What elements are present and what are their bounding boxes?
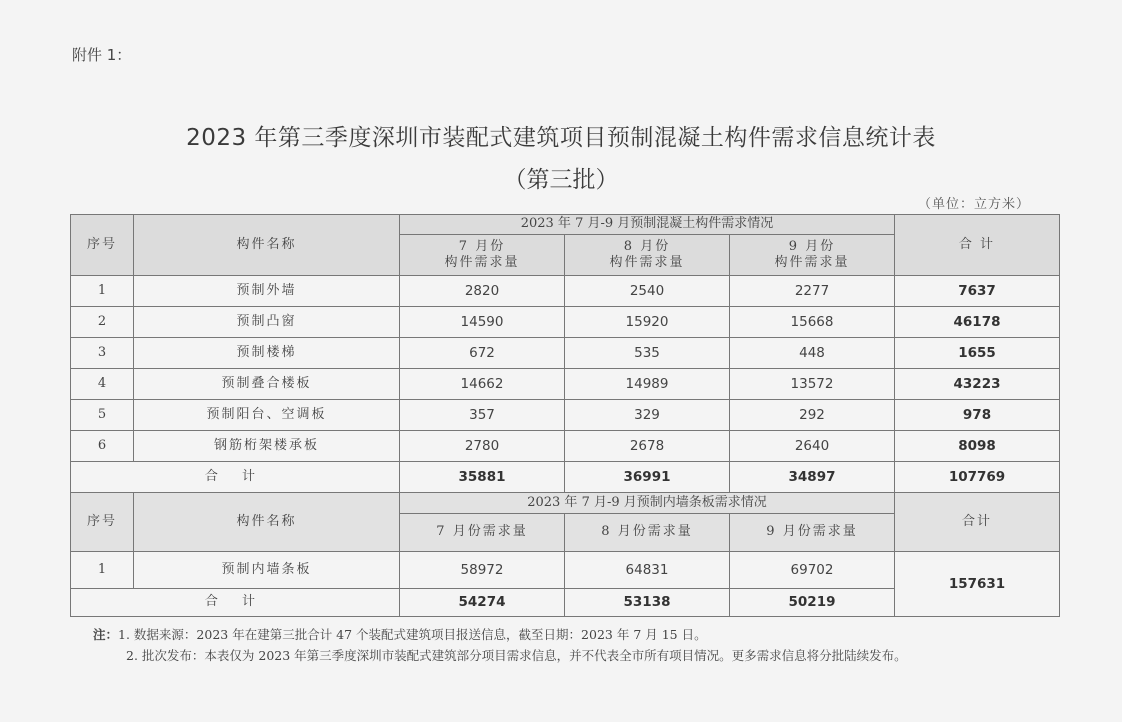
table2-col-seq: 序号 — [71, 493, 134, 552]
document-subtitle: （第三批） — [503, 167, 619, 193]
row-name: 预制外墙 — [134, 276, 400, 307]
row-seq: 1 — [71, 552, 134, 589]
table1-col-sep: 9 月份 构件需求量 — [730, 235, 895, 276]
row-aug: 2540 — [565, 276, 730, 307]
footnote-1-text: 1. 数据来源：2023 年在建第三批合计 47 个装配式建筑项目报送信息，截至日期：2023 年 7 月 15 日。 — [118, 627, 707, 642]
attachment-label: 附件 1： — [72, 46, 132, 64]
row-name: 预制叠合楼板 — [134, 369, 400, 400]
table2-col-sep: 9 月份需求量 — [730, 514, 895, 552]
demand-statistics-table — [70, 214, 1060, 617]
table-row — [71, 338, 1060, 369]
row-sep: 2640 — [730, 431, 895, 462]
row-aug: 329 — [565, 400, 730, 431]
table1-sum-total: 107769 — [895, 462, 1060, 493]
row-aug: 14989 — [565, 369, 730, 400]
row-seq: 2 — [71, 307, 134, 338]
table1-col-total: 合 计 — [895, 215, 1060, 276]
table2-group-header: 2023 年 7 月-9 月预制内墙条板需求情况 — [400, 493, 895, 514]
row-name: 预制楼梯 — [134, 338, 400, 369]
row-aug: 2678 — [565, 431, 730, 462]
table2-sum-jul: 54274 — [400, 589, 565, 617]
table1-col-seq: 序号 — [71, 215, 134, 276]
table1-sum-sep: 34897 — [730, 462, 895, 493]
table2-col-total: 合计 — [895, 493, 1060, 552]
row-name: 预制凸窗 — [134, 307, 400, 338]
row-name: 钢筋桁架楼承板 — [134, 431, 400, 462]
row-sep: 2277 — [730, 276, 895, 307]
table-row — [71, 552, 1060, 589]
table2-grand-total: 157631 — [895, 552, 1060, 617]
row-sep: 292 — [730, 400, 895, 431]
row-jul: 672 — [400, 338, 565, 369]
row-jul: 14590 — [400, 307, 565, 338]
row-seq: 4 — [71, 369, 134, 400]
row-jul: 2780 — [400, 431, 565, 462]
table2-col-name: 构件名称 — [134, 493, 400, 552]
row-total: 7637 — [895, 276, 1060, 307]
footnote-2-text: 2. 批次发布：本表仅为 2023 年第三季度深圳市装配式建筑部分项目需求信息，并不代表全市所有项目情况。更多需求信息将分批陆续发布。 — [126, 648, 907, 663]
row-total: 1655 — [895, 338, 1060, 369]
row-total: 978 — [895, 400, 1060, 431]
row-jul: 14662 — [400, 369, 565, 400]
row-aug: 535 — [565, 338, 730, 369]
document-title: 2023 年第三季度深圳市装配式建筑项目预制混凝土构件需求信息统计表 — [186, 125, 936, 151]
row-aug: 15920 — [565, 307, 730, 338]
row-name: 预制阳台、空调板 — [134, 400, 400, 431]
table-row — [71, 276, 1060, 307]
table1-sum-aug: 36991 — [565, 462, 730, 493]
row-sep: 15668 — [730, 307, 895, 338]
row-name: 预制内墙条板 — [134, 552, 400, 589]
table2-header-row — [71, 493, 1060, 514]
table2-sum-label: 合 计 — [71, 589, 400, 617]
row-jul: 58972 — [400, 552, 565, 589]
row-sep: 69702 — [730, 552, 895, 589]
row-sep: 448 — [730, 338, 895, 369]
table-row — [71, 400, 1060, 431]
table1-sum-label: 合 计 — [71, 462, 400, 493]
footnote-label: 注： — [93, 627, 119, 642]
row-total: 43223 — [895, 369, 1060, 400]
row-seq: 1 — [71, 276, 134, 307]
row-sep: 13572 — [730, 369, 895, 400]
row-seq: 3 — [71, 338, 134, 369]
table1-header-row — [71, 215, 1060, 235]
table2-col-aug: 8 月份需求量 — [565, 514, 730, 552]
row-aug: 64831 — [565, 552, 730, 589]
table1-group-header: 2023 年 7 月-9 月预制混凝土构件需求情况 — [400, 215, 895, 235]
row-jul: 357 — [400, 400, 565, 431]
table2-sum-sep: 50219 — [730, 589, 895, 617]
table1-col-name: 构件名称 — [134, 215, 400, 276]
table-row — [71, 369, 1060, 400]
footnote-2 — [93, 645, 907, 666]
row-seq: 6 — [71, 431, 134, 462]
row-seq: 5 — [71, 400, 134, 431]
table2-col-jul: 7 月份需求量 — [400, 514, 565, 552]
table1-col-jul: 7 月份 构件需求量 — [400, 235, 565, 276]
unit-label: （单位：立方米） — [917, 197, 1030, 212]
table1-sum-row — [71, 462, 1060, 493]
table1-col-aug: 8 月份 构件需求量 — [565, 235, 730, 276]
table-row — [71, 307, 1060, 338]
row-total: 8098 — [895, 431, 1060, 462]
table-row — [71, 431, 1060, 462]
table2-sum-aug: 53138 — [565, 589, 730, 617]
row-jul: 2820 — [400, 276, 565, 307]
table1-sum-jul: 35881 — [400, 462, 565, 493]
footnote-1 — [93, 624, 907, 645]
footnotes — [93, 624, 907, 666]
row-total: 46178 — [895, 307, 1060, 338]
